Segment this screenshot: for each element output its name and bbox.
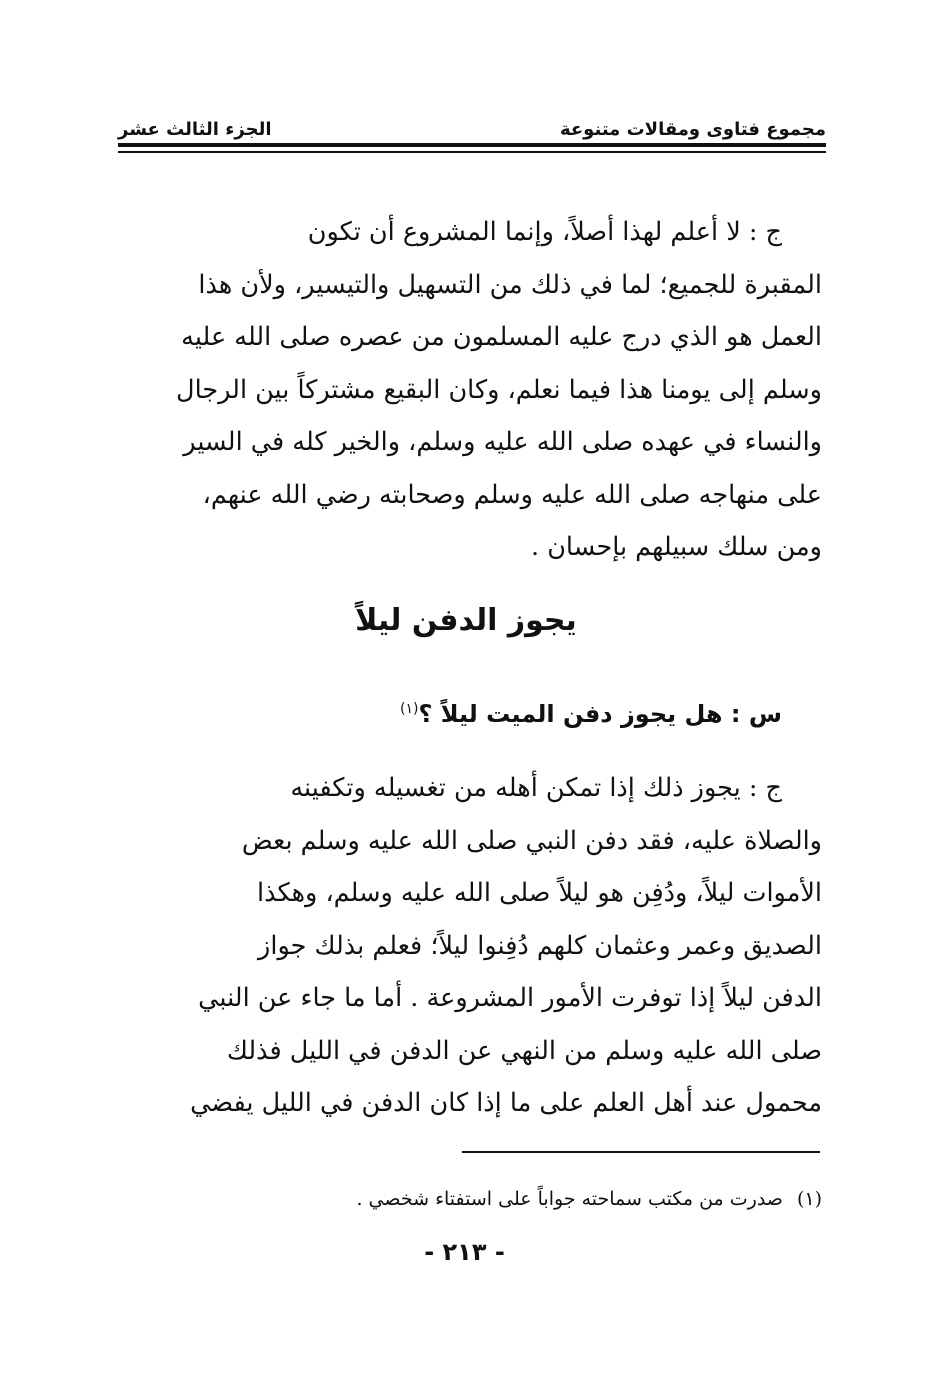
header-rule-thick bbox=[118, 143, 826, 147]
text-line: الدفن ليلاً إذا توفرت الأمور المشروعة . أما ما جاء عن النبي bbox=[198, 983, 822, 1013]
answer-paragraph-1 bbox=[110, 206, 822, 574]
text-line: على منهاجه صلى الله عليه وسلم وصحابته رضي الله عنهم، bbox=[202, 479, 822, 510]
book-title: مجموع فتاوى ومقالات متنوعة bbox=[559, 119, 826, 140]
text-line: محمول عند أهل العلم على ما إذا كان الدفن في الليل يفضي bbox=[190, 1088, 822, 1118]
text-line: صلى الله عليه وسلم من النهي عن الدفن في الليل فذلك bbox=[226, 1035, 822, 1066]
footnote-reference: (١) bbox=[399, 701, 419, 717]
question-text: س : هل يجوز دفن الميت ليلاً ؟ bbox=[418, 700, 782, 728]
running-head bbox=[118, 116, 826, 140]
answer-paragraph-2 bbox=[110, 762, 822, 1130]
question-line bbox=[110, 700, 822, 728]
page-number: - ٢١٣ - bbox=[424, 1238, 505, 1266]
text-line: الصديق وعمر وعثمان كلهم دُفِنوا ليلاً؛ فعلم بذلك جواز bbox=[258, 930, 822, 961]
text-line: الأموات ليلاً، ودُفِن هو ليلاً صلى الله عليه وسلم، وهكذا bbox=[257, 878, 822, 908]
header-rule-thin bbox=[118, 151, 826, 153]
text-line: والنساء في عهده صلى الله عليه وسلم، والخير كله في السير bbox=[183, 427, 822, 457]
footnote bbox=[110, 1188, 822, 1210]
text-line: والصلاة عليه، فقد دفن النبي صلى الله عليه وسلم بعض bbox=[241, 825, 822, 856]
text-line: ومن سلك سبيلهم بإحسان . bbox=[530, 532, 822, 562]
footnote-text: صدرت من مكتب سماحته جواباً على استفتاء شخصي . bbox=[356, 1188, 783, 1210]
text-line: ج : يجوز ذلك إذا تمكن أهله من تغسيله وتكفينه bbox=[290, 773, 782, 803]
footnote-separator bbox=[462, 1151, 820, 1153]
text-line: وسلم إلى يومنا هذا فيما نعلم، وكان البقيع مشتركاً بين الرجال bbox=[176, 374, 822, 405]
volume-label: الجزء الثالث عشر bbox=[118, 119, 272, 140]
text-line: المقبرة للجميع؛ لما في ذلك من التسهيل والتيسير، ولأن هذا bbox=[198, 269, 822, 300]
text-line: العمل هو الذي درج عليه المسلمون من عصره صلى الله عليه bbox=[181, 322, 822, 352]
footnote-number: (١) bbox=[796, 1188, 822, 1210]
section-heading: يجوز الدفن ليلاً bbox=[355, 603, 577, 638]
text-line: ج : لا أعلم لهذا أصلاً، وإنما المشروع أن تكون bbox=[307, 217, 782, 247]
